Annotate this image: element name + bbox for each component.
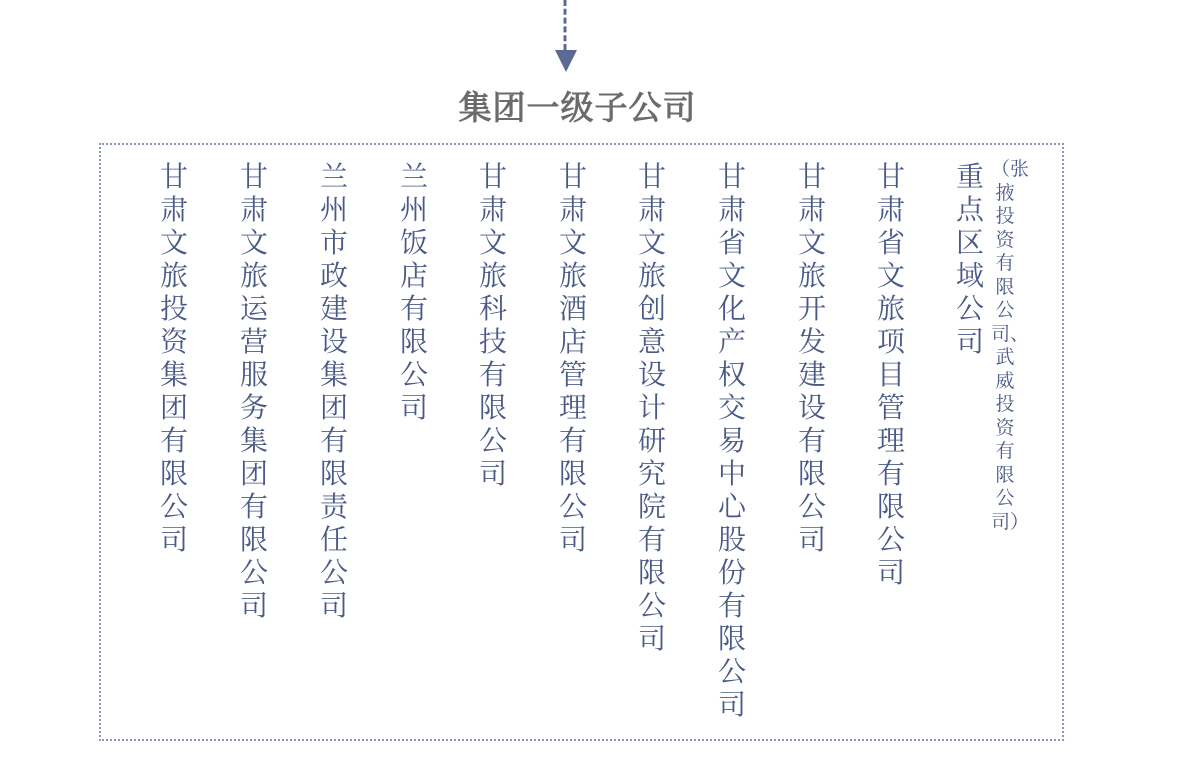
- company-column: 兰州饭店有限公司: [399, 160, 428, 424]
- company-column: 甘肃文旅酒店管理有限公司: [558, 160, 587, 556]
- company-column: 甘肃文旅运营服务集团有限公司: [239, 160, 268, 622]
- company-column: 甘肃文旅科技有限公司: [478, 160, 507, 490]
- company-column: 甘肃文旅创意设计研究院有限公司: [637, 160, 666, 655]
- company-column-regional: 重点区域公司: [955, 160, 984, 358]
- company-column: 甘肃省文化产权交易中心股份有限公司: [717, 160, 746, 721]
- company-column: 兰州市政建设集团有限责任公司: [319, 160, 348, 622]
- section-title: 集团一级子公司: [458, 88, 697, 127]
- down-arrow-icon: [555, 50, 577, 72]
- connector-dashed-line: [564, 0, 567, 50]
- company-column: 甘肃文旅投资集团有限公司: [159, 160, 188, 556]
- company-column: 甘肃文旅开发建设有限公司: [797, 160, 826, 556]
- regional-companies-note: （张掖投资有限公司、武威投资有限公司）: [991, 158, 1030, 533]
- company-column: 甘肃省文旅项目管理有限公司: [876, 160, 905, 589]
